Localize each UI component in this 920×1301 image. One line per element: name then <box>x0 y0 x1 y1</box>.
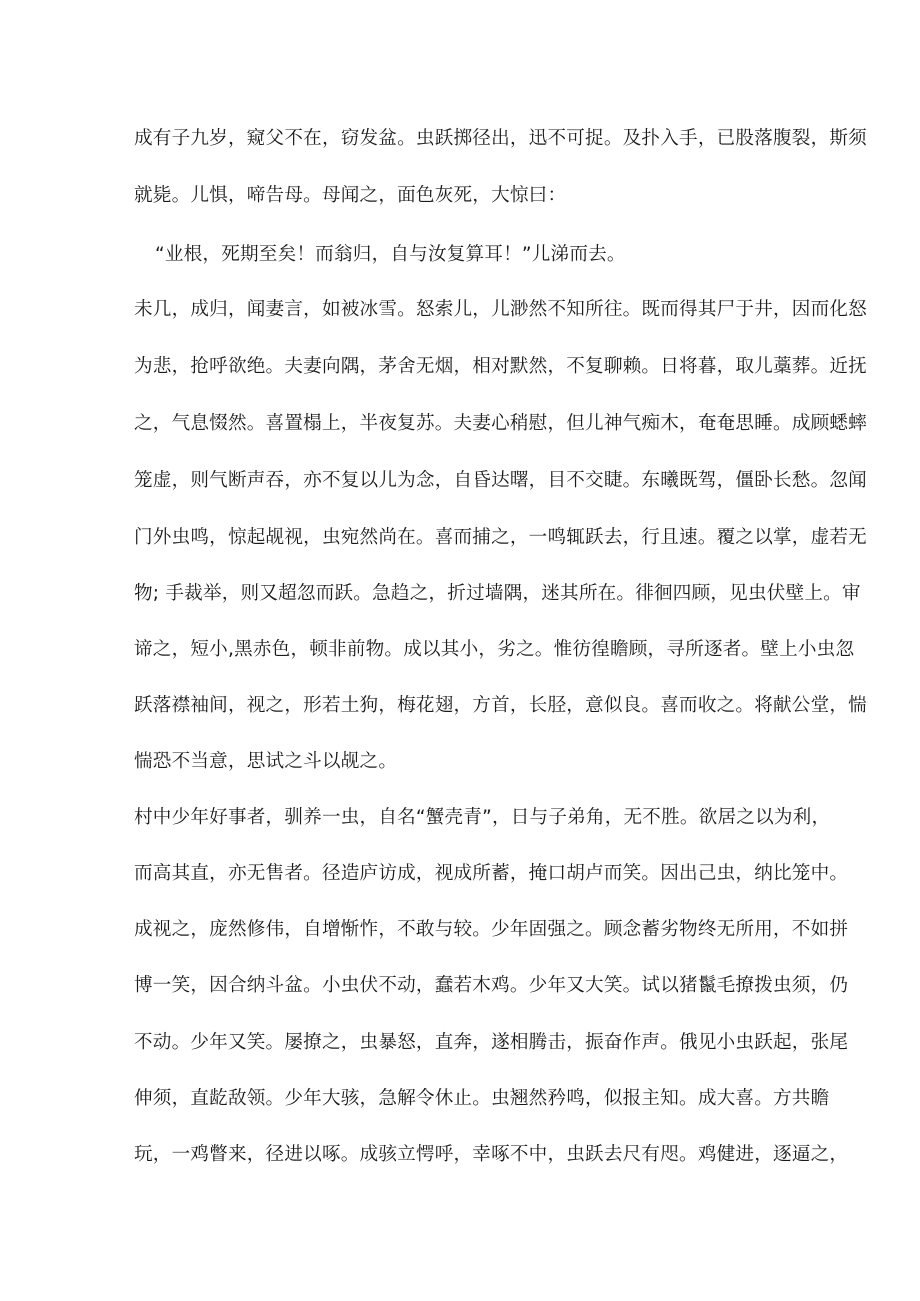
text-line: 而高其直，亦无售者。径造庐访成，视成所蓄，掩口胡卢而笑。因出己虫，纳比笼中。 <box>134 863 849 884</box>
text-line: 未几，成归，闻妻言，如被冰雪。怒索儿，儿渺然不知所往。既而得其尸于井，因而化怒 <box>134 299 867 320</box>
text-line: 伸须，直龁敌领。少年大骇，急解令休止。虫翘然矜鸣，似报主知。成大喜。方共瞻 <box>134 1088 830 1109</box>
text-line: 惴恐不当意，思试之斗以觇之。 <box>134 751 398 772</box>
text-line: 之，气息惙然。喜置榻上，半夜复苏。夫妻心稍慰，但儿神气痴木，奄奄思睡。成顾蟋蟀 <box>134 413 867 434</box>
text-line: 门外虫鸣，惊起觇视，虫宛然尚在。喜而捕之，一鸣辄跃去，行且速。覆之以掌，虚若无 <box>134 527 867 548</box>
text-line: 为悲，抢呼欲绝。夫妻向隅，茅舍无烟，相对默然，不复聊赖。日将暮，取儿藁葬。近抚 <box>134 356 867 377</box>
text-line: 村中少年好事者，驯养一虫，自名“蟹壳青”，日与子弟角，无不胜。欲居之以为利， <box>134 807 831 828</box>
text-line: 成视之，庞然修伟，自增惭怍，不敢与较。少年固强之。顾念蓄劣物终无所用，不如拼 <box>134 919 849 940</box>
text-line: 博一笑，因合纳斗盆。小虫伏不动，蠢若木鸡。少年又大笑。试以猪鬣毛撩拨虫须，仍 <box>134 975 849 996</box>
text-line: “业根，死期至矣！而翁归，自与汝复算耳！”儿涕而去。 <box>155 244 626 265</box>
text-line: 物; 手裁举，则又超忽而跃。急趋之，折过墙隅，迷其所在。徘徊四顾，见虫伏壁上。审 <box>134 583 861 604</box>
text-line: 玩，一鸡瞥来，径进以啄。成骇立愕呼，幸啄不中，虫跃去尺有咫。鸡健进，逐逼之， <box>134 1144 849 1165</box>
text-line: 谛之，短小,黑赤色，顿非前物。成以其小，劣之。惟彷徨瞻顾，寻所逐者。壁上小虫忽 <box>134 639 855 660</box>
text-line: 就毙。儿惧，啼告母。母闻之，面色灰死，大惊曰： <box>134 185 567 206</box>
text-line: 跃落襟袖间，视之，形若土狗，梅花翅，方首，长胫，意似良。喜而收之。将献公堂，惴 <box>134 695 867 716</box>
text-line: 不动。少年又笑。屡撩之，虫暴怒，直奔，遂相腾击，振奋作声。俄见小虫跃起，张尾 <box>134 1032 849 1053</box>
text-line: 成有子九岁，窥父不在，窃发盆。虫跃掷径出，迅不可捉。及扑入手，已股落腹裂，斯须 <box>134 128 867 149</box>
text-line: 笼虚，则气断声吞，亦不复以儿为念，自昏达曙，目不交睫。东曦既驾，僵卧长愁。忽闻 <box>134 470 867 491</box>
